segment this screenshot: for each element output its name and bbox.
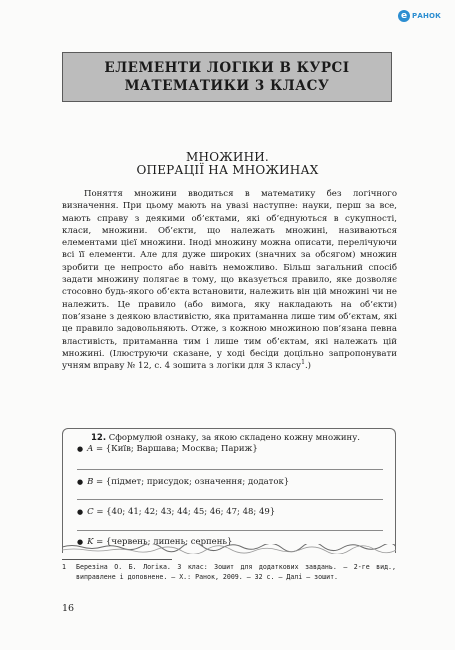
set-label: B [87, 477, 94, 487]
page-number: 16 [62, 603, 75, 614]
exercise-title [91, 433, 360, 444]
set-label: K [87, 537, 94, 547]
publisher-logo-icon: e [398, 10, 410, 22]
answer-line[interactable] [77, 499, 383, 500]
body-paragraph [62, 188, 397, 372]
answer-line[interactable] [77, 530, 383, 531]
set-definition: = {червень; липень; серпень} [93, 537, 233, 547]
exercise-item [77, 507, 275, 518]
body-paragraph-end: .) [304, 361, 312, 372]
set-label: A [87, 444, 94, 454]
answer-line[interactable] [77, 469, 383, 470]
set-definition: = {підмет; присудок; означення; додаток} [93, 477, 290, 487]
footnote-text: Березіна О. Б. Логіка. 3 клас: Зошит для додаткових завдань. — 2-ге вид., виправлене і доповнене. — Х.: Ранок, 2009. — 32 с. — Далі — зошит. [76, 563, 396, 581]
body-paragraph-text: Поняття множини вводиться в математику без логічного визначення. При цьому мають на увазі наступне: науки, перш за все, мають справу з деякими об’єктами, які об’єднуються в сукупності, класи, множини. Об’єкти, що належать множині, називаються елементами цієї множини. Іноді множину можна описати, перелічуючи всі її елементи. Але для дуже широких (значних за обсягом) множин зробити це непросто або навіть неможливо. Більш загальний спосіб задати множину полягає в тому, що вказується правило, яке дозволяє стосовно будь-якого об’єкта встановити, належить він цій множині чи не належить. Це правило (або вимога, яку накладають на об’єкти) пов’язане з деякою властивістю, яка притаманна лише тим об’єктам, які це правило задовольняють. Отже, з кожною множиною пов’язана певна властивість, притаманна тим і лише тим об’єктам, які належать цій множині. (Ілюструючи сказане, у ході бесіди доцільно запропонувати учням вправу № 12, с. 4 зошита з логіки для 3 класу [62, 189, 397, 372]
exercise-item [77, 477, 289, 488]
set-label: C [87, 507, 94, 517]
chapter-title: ЕЛЕМЕНТИ ЛОГІКИ В КУРСІ МАТЕМАТИКИ 3 КЛАСУ [104, 60, 350, 94]
footnote-rule [62, 559, 172, 560]
exercise-number: 12. [91, 433, 107, 443]
body-text [62, 188, 397, 372]
bullet-icon: ● [77, 445, 84, 453]
publisher-logo-text: РАНОК [412, 12, 442, 20]
set-definition: = {40; 41; 42; 43; 44; 45; 46; 47; 48; 49} [93, 507, 276, 517]
footnote [62, 563, 396, 582]
section-heading-line1: МНОЖИНИ. [186, 150, 269, 164]
exercise-prompt: Сформулюй ознаку, за якою складено кожну множину. [108, 433, 360, 443]
bullet-icon: ● [77, 508, 84, 516]
footnote-number: 1 [62, 563, 66, 571]
section-heading-line2: ОПЕРАЦІЇ НА МНОЖИНАХ [136, 163, 319, 177]
set-definition: = {Київ; Варшава; Москва; Париж} [93, 444, 258, 454]
bullet-icon: ● [77, 478, 84, 486]
bullet-icon: ● [77, 538, 84, 546]
chapter-title-box [62, 52, 392, 102]
torn-edge [62, 544, 396, 554]
publisher-logo [398, 9, 442, 23]
exercise-box [62, 428, 396, 553]
footnote-ref: 1 [301, 359, 305, 367]
exercise-item [77, 444, 258, 455]
